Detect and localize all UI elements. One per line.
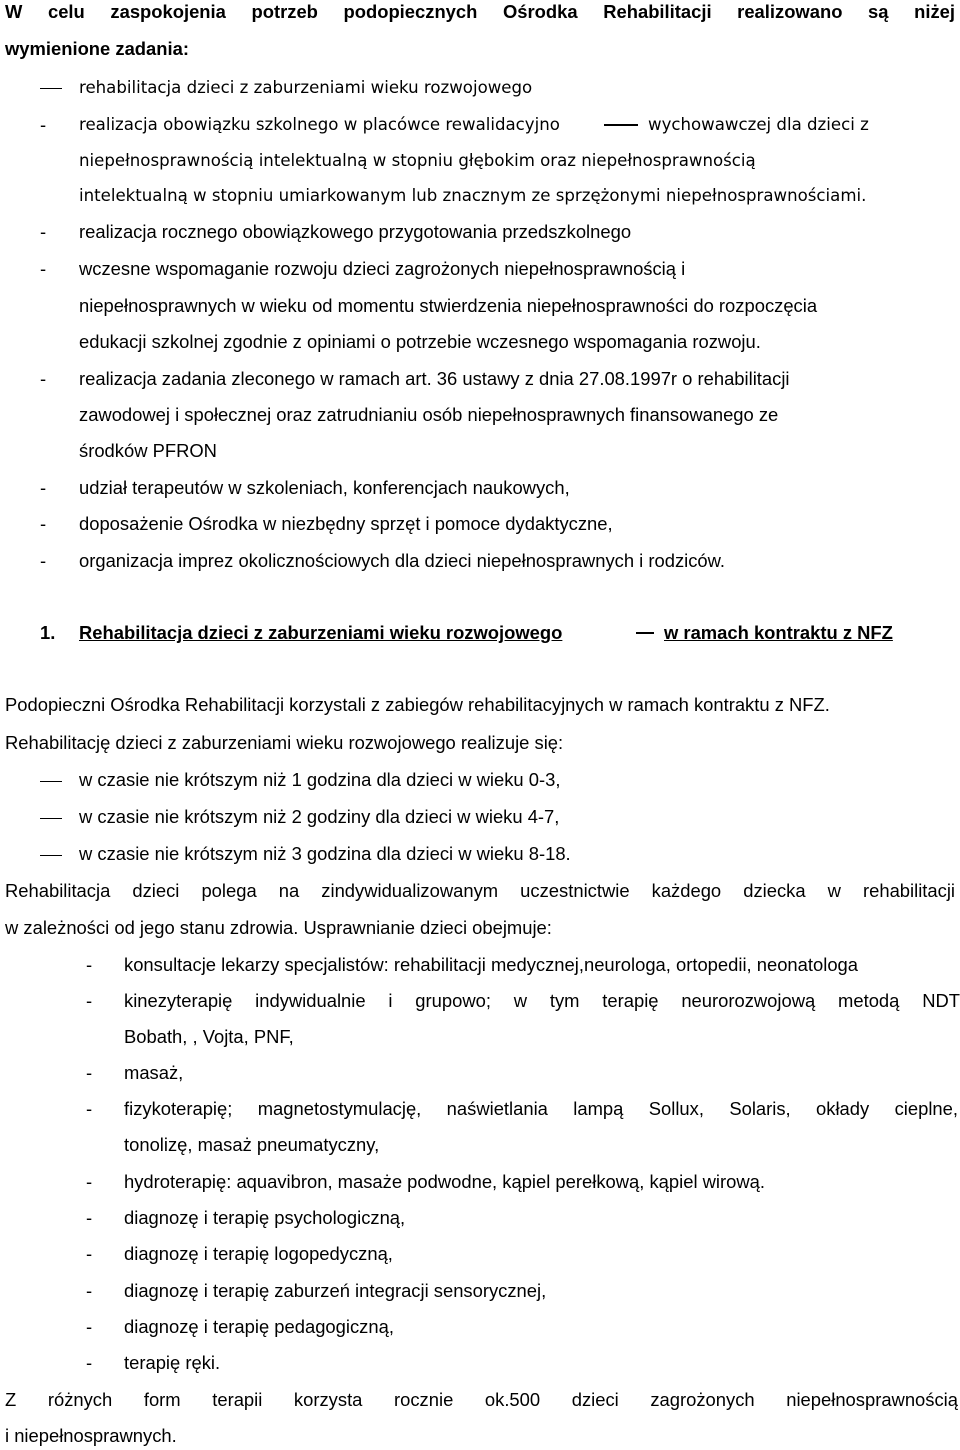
bullet-dash: - <box>40 221 47 242</box>
paragraph-line: Rehabilitacja dzieci polega na zindywidualizowanym uczestnictwie każdego dziecka w rehabilitacji <box>5 880 955 901</box>
bullet-dash: - <box>40 368 47 389</box>
task-item: realizacja obowiązku szkolnego w placówce rewalidacyjno <box>79 115 560 134</box>
time-item: w czasie nie krótszym niż 3 godzina dla dzieci w wieku 8-18. <box>79 843 571 864</box>
task-item: realizacja rocznego obowiązkowego przygotowania przedszkolnego <box>79 221 632 242</box>
bullet-dash-long <box>40 781 62 782</box>
paragraph-line: Podopieczni Ośrodka Rehabilitacji korzystali z zabiegów rehabilitacyjnych w ramach kontraktu z NFZ. <box>5 694 830 715</box>
bullet-dash: - <box>86 1098 93 1119</box>
bullet-dash-long <box>40 818 62 819</box>
bullet-dash: - <box>86 1352 93 1373</box>
task-item-continuation: zawodowej i społecznej oraz zatrudnianiu osób niepełnosprawnych finansowanego ze <box>79 404 779 425</box>
intro-line-2: wymienione zadania: <box>5 38 189 59</box>
therapy-item: masaż, <box>124 1062 184 1083</box>
section-title-part-1: Rehabilitacja dzieci z zaburzeniami wieku rozwojowego <box>79 622 563 643</box>
task-item: wczesne wspomaganie rozwoju dzieci zagrożonych niepełnosprawnością i <box>79 258 686 279</box>
bullet-dash-long <box>40 855 62 856</box>
task-item-continuation: niepełnosprawnych w wieku od momentu stwierdzenia niepełnosprawności do rozpoczęcia <box>79 295 818 316</box>
task-item-continuation: wychowawczej dla dzieci z <box>648 115 869 134</box>
task-item: realizacja zadania zleconego w ramach art. 36 ustawy z dnia 27.08.1997r o rehabilitacji <box>79 368 790 389</box>
therapy-item: diagnozę i terapię logopedyczną, <box>124 1243 393 1264</box>
therapy-item: kinezyterapię indywidualnie i grupowo; w tym terapię neurorozwojową metodą NDT <box>124 990 960 1011</box>
bullet-dash: - <box>40 513 47 534</box>
paragraph-line: Rehabilitację dzieci z zaburzeniami wieku rozwojowego realizuje się: <box>5 732 564 753</box>
bullet-dash: - <box>86 1316 93 1337</box>
therapy-item-continuation: tonolizę, masaż pneumatyczny, <box>124 1134 380 1155</box>
task-item: rehabilitacja dzieci z zaburzeniami wieku rozwojowego <box>79 78 533 97</box>
task-item-continuation: niepełnosprawnością intelektualną w stopniu głębokim oraz niepełnosprawnością <box>79 151 756 170</box>
task-item: organizacja imprez okolicznościowych dla dzieci niepełnosprawnych i rodziców. <box>79 550 726 571</box>
time-item: w czasie nie krótszym niż 1 godzina dla dzieci w wieku 0-3, <box>79 769 561 790</box>
closing-line-2: i niepełnosprawnych. <box>5 1425 177 1446</box>
bullet-dash: - <box>86 1280 93 1301</box>
task-item-continuation: intelektualną w stopniu umiarkowanym lub znacznym ze sprzężonymi niepełnosprawnościami. <box>79 186 867 205</box>
bullet-dash: - <box>86 954 93 975</box>
intro-line-1: W celu zaspokojenia potrzeb podopiecznych Ośrodka Rehabilitacji realizowano są niżej <box>5 1 955 22</box>
bullet-dash-long <box>604 124 638 126</box>
task-item: udział terapeutów w szkoleniach, konferencjach naukowych, <box>79 477 570 498</box>
bullet-dash: - <box>86 1171 93 1192</box>
therapy-item: diagnozę i terapię pedagogiczną, <box>124 1316 394 1337</box>
task-item-continuation: edukacji szkolnej zgodnie z opiniami o potrzebie wczesnego wspomagania rozwoju. <box>79 331 761 352</box>
bullet-dash-long <box>40 88 62 89</box>
bullet-dash: - <box>40 114 47 135</box>
section-title-part-2: w ramach kontraktu z NFZ <box>664 622 893 643</box>
therapy-item: hydroterapię: aquavibron, masaże podwodne, kąpiel perełkową, kąpiel wirową. <box>124 1171 765 1192</box>
task-item-continuation: środków PFRON <box>79 440 217 461</box>
bullet-dash: - <box>86 990 93 1011</box>
therapy-item: fizykoterapię; magnetostymulację, naświetlania lampą Sollux, Solaris, okłady cieplne, <box>124 1098 958 1119</box>
bullet-dash: - <box>86 1243 93 1264</box>
therapy-item-continuation: Bobath, , Vojta, PNF, <box>124 1026 294 1047</box>
therapy-item: diagnozę i terapię psychologiczną, <box>124 1207 406 1228</box>
time-item: w czasie nie krótszym niż 2 godziny dla dzieci w wieku 4-7, <box>79 806 560 827</box>
paragraph-line: w zależności od jego stanu zdrowia. Usprawnianie dzieci obejmuje: <box>5 917 552 938</box>
bullet-dash: - <box>86 1062 93 1083</box>
bullet-dash: - <box>40 550 47 571</box>
task-item: doposażenie Ośrodka w niezbędny sprzęt i pomoce dydaktyczne, <box>79 513 613 534</box>
closing-line-1: Z różnych form terapii korzysta rocznie ok.500 dzieci zagrożonych niepełnosprawnością <box>5 1389 958 1410</box>
therapy-item: konsultacje lekarzy specjalistów: rehabilitacji medycznej,neurologa, ortopedii, neonatologa <box>124 954 859 975</box>
section-number: 1. <box>40 622 56 643</box>
therapy-item: diagnozę i terapię zaburzeń integracji sensorycznej, <box>124 1280 547 1301</box>
bullet-dash: - <box>40 477 47 498</box>
bullet-dash: - <box>40 258 47 279</box>
therapy-item: terapię ręki. <box>124 1352 221 1373</box>
bullet-dash: - <box>86 1207 93 1228</box>
section-title-dash <box>636 632 654 634</box>
